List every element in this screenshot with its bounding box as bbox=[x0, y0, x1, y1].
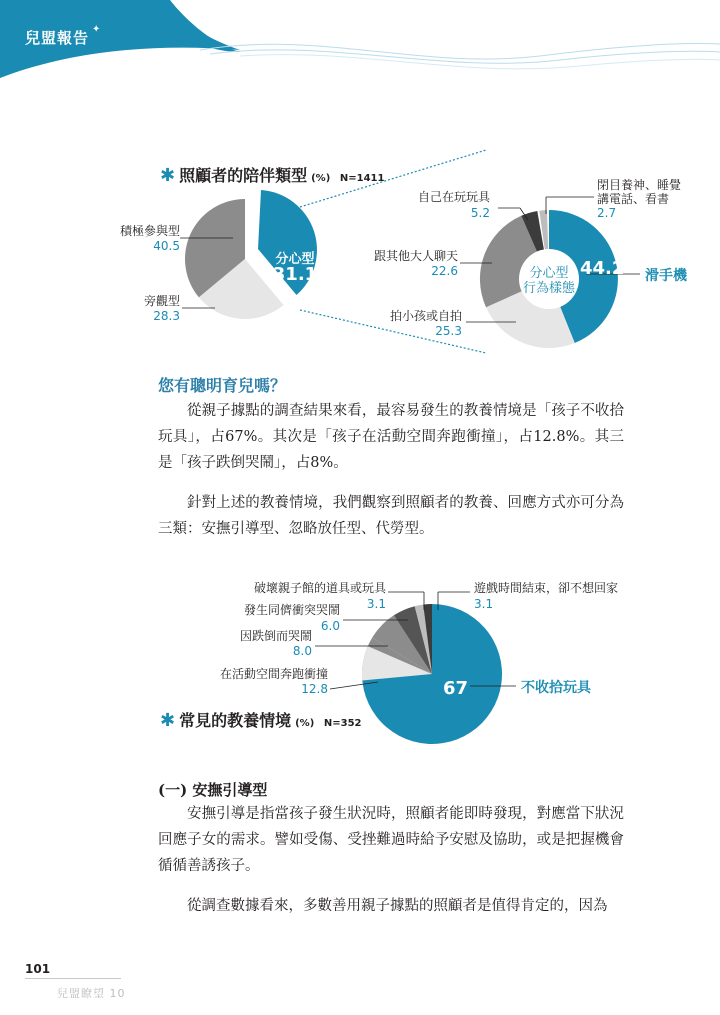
chart1-highlight-label: 分心型 bbox=[275, 252, 315, 267]
chart2-label-rest-2: 講電話、看書 bbox=[597, 192, 670, 206]
section1-heading: 您有聰明育兒嗎？ bbox=[158, 376, 287, 395]
brand-label: 兒盟報告 bbox=[25, 29, 90, 47]
chart2-value-selfie: 25.3 bbox=[435, 324, 462, 338]
chart3-big-value: 67 bbox=[443, 678, 469, 699]
chart2-label-chat: 跟其他大人聊天 bbox=[373, 249, 458, 263]
section1-paragraph-2: 針對上述的教養情境，我們觀察到照顧者的教養、回應方式亦可分為三類：安撫引導型、忽略放任型、代勞型。 bbox=[158, 495, 624, 537]
chart2-big-label: 滑手機 bbox=[645, 268, 687, 284]
asterisk-icon: ✱ bbox=[160, 710, 176, 731]
chart3-value-fall: 8.0 bbox=[292, 644, 312, 658]
asterisk-icon: ✱ bbox=[160, 165, 176, 186]
page-number: 101 bbox=[25, 962, 51, 976]
chart2-label-toy: 自己在玩玩具 bbox=[417, 190, 490, 204]
chart3-title: ✱ 常見的教養情境 (%) N=352 bbox=[160, 710, 362, 731]
chart1-title: ✱ 照顧者的陪伴類型 (%) N=1411 bbox=[160, 165, 385, 186]
chart3-value-go-home: 3.1 bbox=[474, 597, 494, 611]
footer-divider bbox=[25, 978, 121, 979]
section1-paragraph-1: 從親子據點的調查結果來看，最容易發生的教養情境是「孩子不收拾玩具」，占67%。其次是「孩子在活動空間奔跑衝撞」，占12.8%。其三是「孩子跌倒哭鬧」，占8%。 bbox=[158, 403, 624, 471]
chart3-label-running: 在活動空間奔跑衝撞 bbox=[219, 667, 328, 681]
chart2-center-line2: 行為樣態 bbox=[522, 281, 575, 296]
chart3-big-label: 不收拾玩具 bbox=[521, 680, 591, 696]
section2-heading: (一) 安撫引導型 bbox=[158, 781, 268, 799]
chart3-value-running: 12.8 bbox=[301, 682, 328, 696]
chart1-label-active: 積極參與型 bbox=[119, 224, 180, 238]
section2-paragraph-2: 從調查數據看來，多數善用親子據點的照顧者是值得肯定的，因為 bbox=[187, 898, 608, 914]
footer-magazine-title: 兒盟瞭望 10 bbox=[57, 987, 126, 1000]
sparkle-icon: ✦ bbox=[92, 24, 101, 35]
chart2-big-value: 44.2 bbox=[580, 258, 625, 279]
chart1-value-active: 40.5 bbox=[153, 239, 180, 253]
chart2-value-rest: 2.7 bbox=[597, 206, 617, 220]
chart3-label-conflict: 發生同儕衝突哭鬧 bbox=[243, 603, 340, 617]
chart2-label-selfie: 拍小孩或自拍 bbox=[389, 309, 462, 323]
chart3-value-damage: 3.1 bbox=[366, 597, 386, 611]
chart3-label-go-home: 遊戲時間結束，卻不想回家 bbox=[474, 581, 619, 595]
section2-paragraph-1: 安撫引導是指當孩子發生狀況時，照顧者能即時發現，對應當下狀況回應子女的需求。譬如受傷、受挫難過時給予安慰及協助，或是把握機會循循善誘孩子。 bbox=[158, 806, 624, 874]
chart2-center-line1: 分心型 bbox=[529, 266, 569, 281]
chart2-value-toy: 5.2 bbox=[470, 206, 490, 220]
chart2-value-chat: 22.6 bbox=[431, 264, 458, 278]
chart1-label-onlooker: 旁觀型 bbox=[143, 294, 180, 308]
chart3-value-conflict: 6.0 bbox=[320, 619, 340, 633]
chart3-label-damage: 破壞親子館的道具或玩具 bbox=[253, 581, 386, 595]
chart1-value-onlooker: 28.3 bbox=[153, 309, 180, 323]
header-wave-band bbox=[0, 0, 720, 90]
chart2-label-rest-1: 閉目養神、睡覺 bbox=[597, 178, 682, 192]
chart3-label-fall: 因跌倒而哭鬧 bbox=[239, 629, 312, 643]
chart1-highlight-value: 31.1 bbox=[272, 264, 318, 285]
